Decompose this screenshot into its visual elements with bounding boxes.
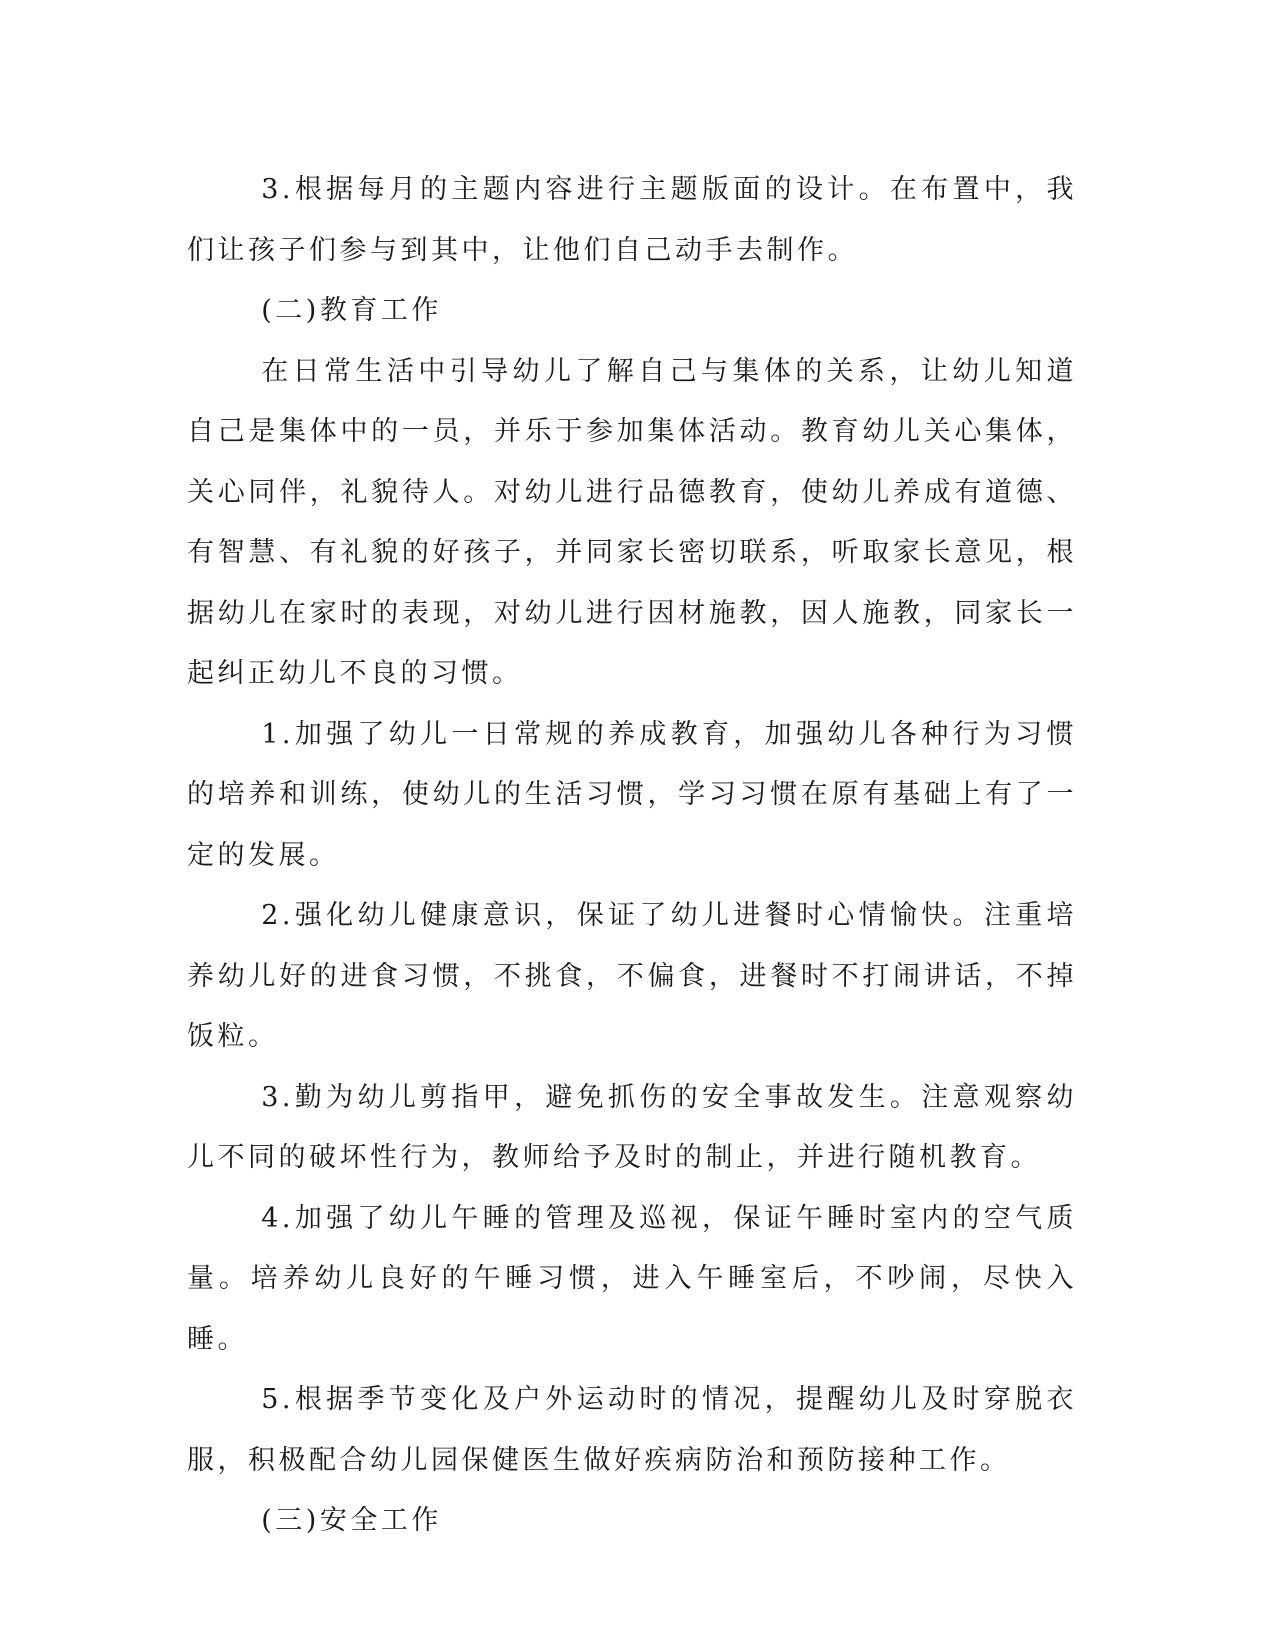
section-heading-education: (二)教育工作	[261, 295, 442, 326]
paragraph-health-awareness: 2.强化幼儿健康意识，保证了幼儿进餐时心情愉快。注重培养幼儿好的进食习惯，不挑食，不偏食，进餐时不打闹讲话，不掉饭粒。	[187, 900, 1077, 1052]
paragraph-nap-management: 4.加强了幼儿午睡的管理及巡视，保证午睡时室内的空气质量。培养幼儿良好的午睡习惯，进入午睡室后，不吵闹，尽快入睡。	[187, 1202, 1077, 1355]
section-heading-safety: (三)安全工作	[261, 1505, 442, 1536]
paragraph-seasonal-clothing: 5.根据季节变化及户外运动时的情况，提醒幼儿及时穿脱衣服，积极配合幼儿园保健医生做好疾病防治和预防接种工作。	[187, 1384, 1077, 1476]
paragraph-education-overview: 在日常生活中引导幼儿了解自己与集体的关系，让幼儿知道自己是集体中的一员，并乐于参加集体活动。教育幼儿关心集体，关心同伴，礼貌待人。对幼儿进行品德教育，使幼儿养成有道德、有智慧、有礼貌的好孩子，并同家长密切联系，听取家长意见，根据幼儿在家时的表现，对幼儿进行因材施教，因人施教，同家长一起纠正幼儿不良的习惯。	[187, 355, 1077, 689]
document-body	[187, 160, 1077, 1552]
paragraph-theme-design: 3.根据每月的主题内容进行主题版面的设计。在布置中，我们让孩子们参与到其中，让他们自己动手去制作。	[187, 174, 1077, 266]
paragraph-nail-trimming: 3.勤为幼儿剪指甲，避免抓伤的安全事故发生。注意观察幼儿不同的破坏性行为，教师给予及时的制止，并进行随机教育。	[187, 1081, 1077, 1173]
paragraph-routine-habits: 1.加强了幼儿一日常规的养成教育，加强幼儿各种行为习惯的培养和训练，使幼儿的生活习惯，学习习惯在原有基础上有了一定的发展。	[187, 718, 1077, 871]
